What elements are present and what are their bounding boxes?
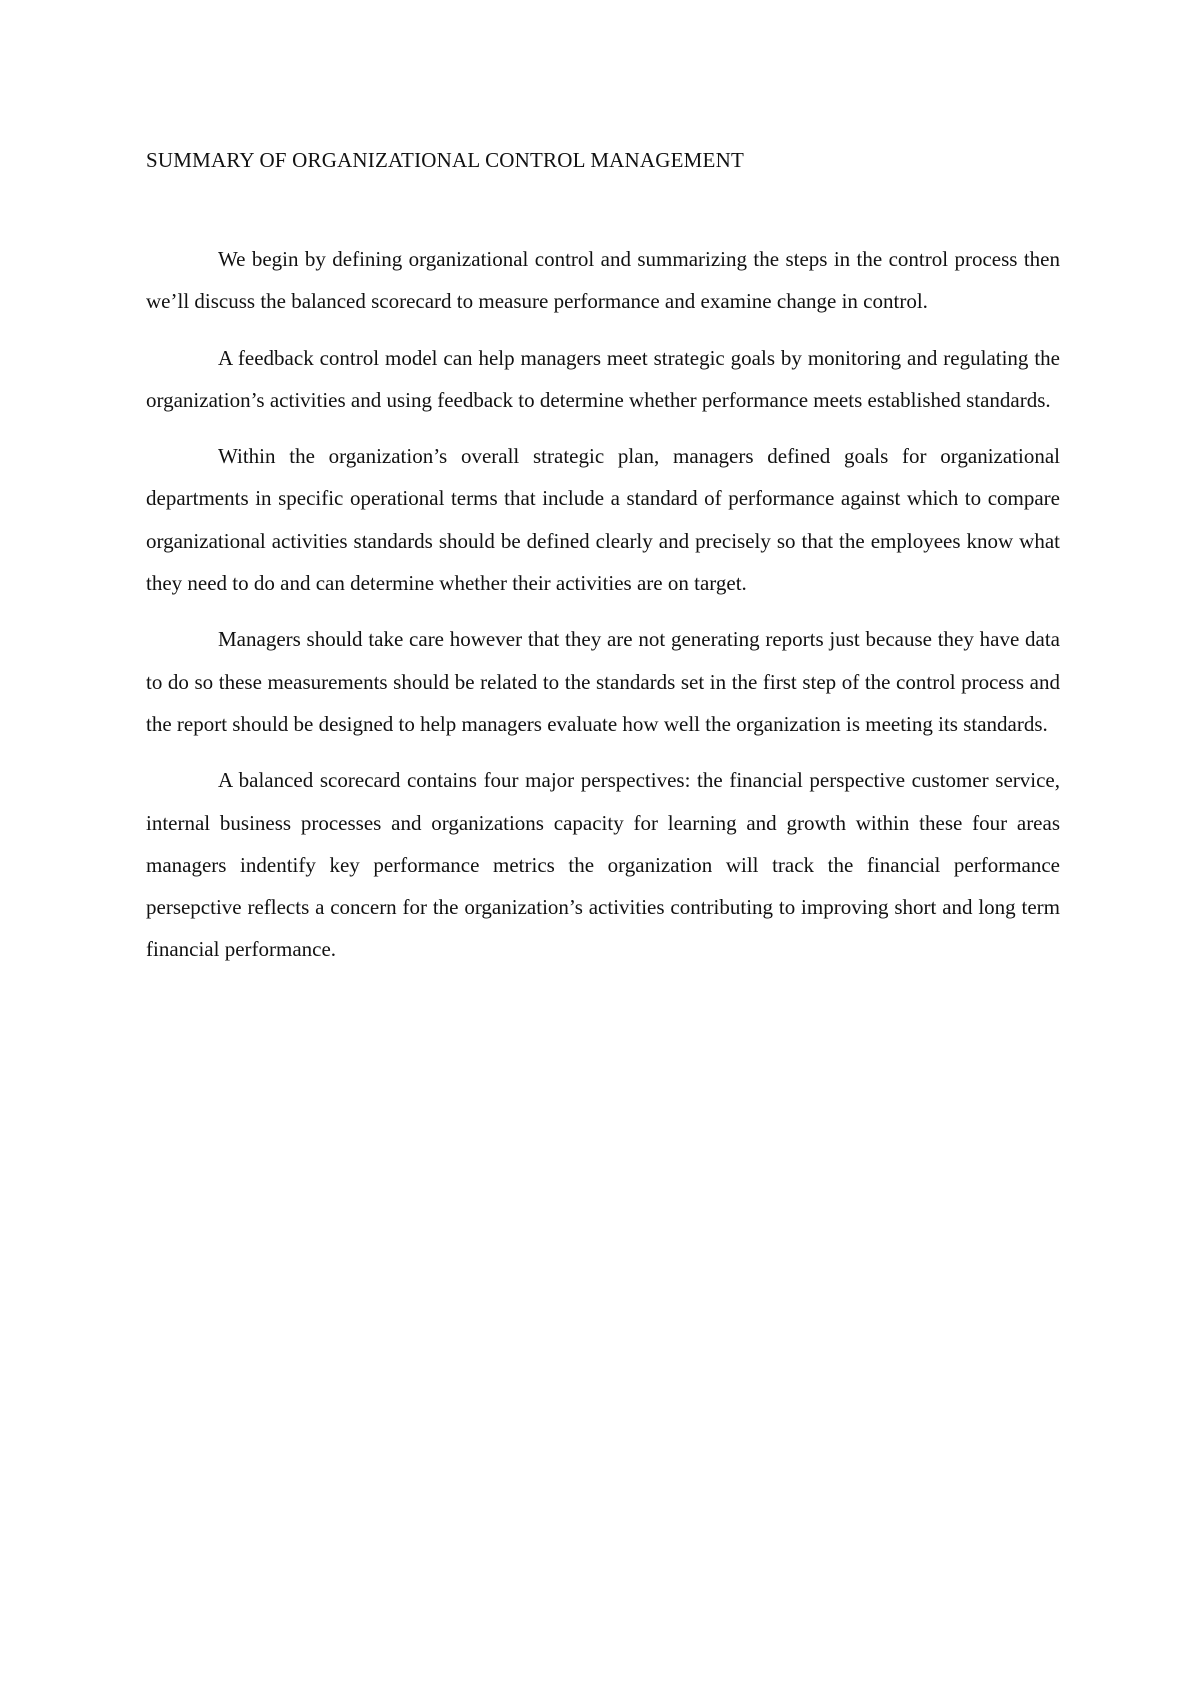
paragraph-intro: We begin by defining organizational control and summarizing the steps in the control process then we’ll discuss the balanced scorecard to measure performance and examine change in control. [146,247,1060,314]
document-body [146,142,1060,985]
document-title: SUMMARY OF ORGANIZATIONAL CONTROL MANAGEMENT [146,148,744,172]
paragraph-strategic-plan: Within the organization’s overall strategic plan, managers defined goals for organizational departments in specific operational terms that include a standard of performance against which to compare organizational activities standards should be defined clearly and precisely so that the employees know what they need to do and can determine whether their activities are on target. [146,444,1060,596]
paragraph-feedback-control: A feedback control model can help managers meet strategic goals by monitoring and regulating the organization’s activities and using feedback to determine whether performance meets established standards. [146,345,1060,412]
paragraph-balanced-scorecard: A balanced scorecard contains four major perspectives: the financial perspective customer service, internal business processes and organizations capacity for learning and growth within these four areas managers indentify key performance metrics the organization will track the financial performance persepctive reflects a concern for the organization’s activities contributing to improving short and long term financial performance. [146,768,1060,962]
paragraph-reports: Managers should take care however that they are not generating reports just because they have data to do so these measurements should be related to the standards set in the first step of the control process and the report should be designed to help managers evaluate how well the organization is meeting its standards. [146,627,1060,736]
